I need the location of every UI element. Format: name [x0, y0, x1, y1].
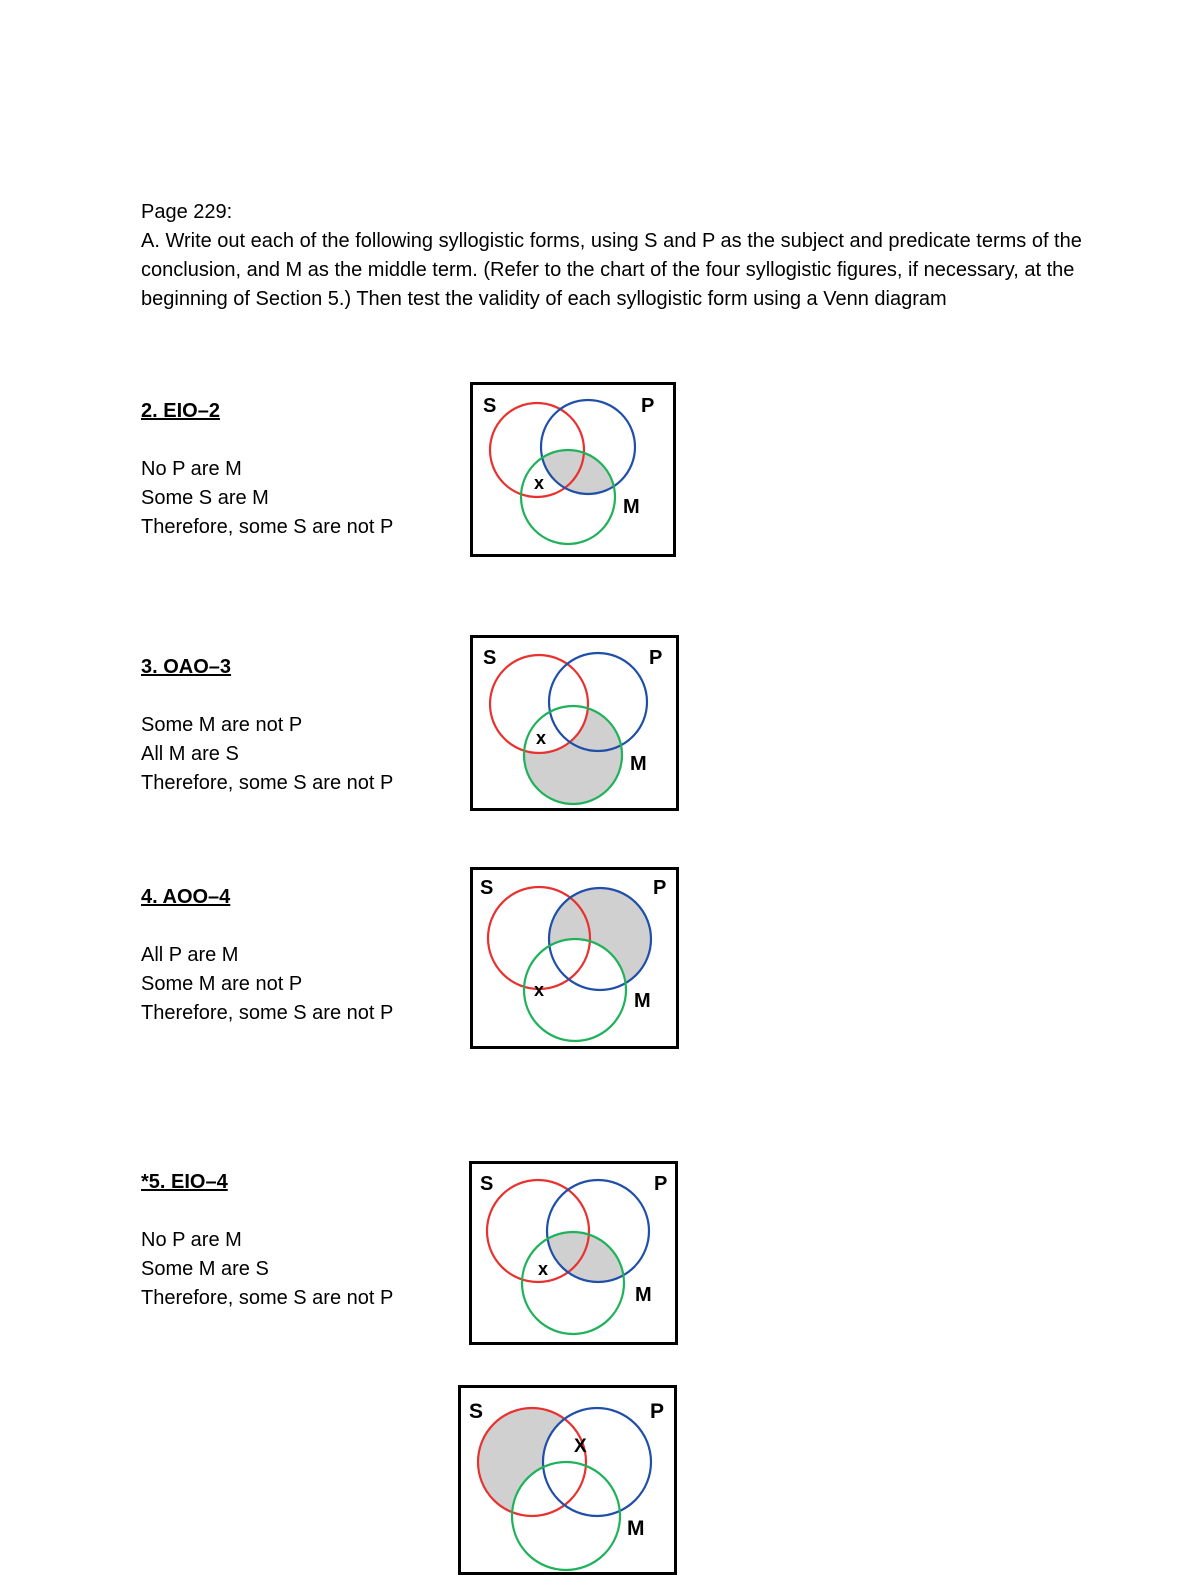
page-reference: Page 229:: [141, 201, 233, 223]
premise-1: Some M are not P: [141, 714, 303, 736]
x-mark: x: [534, 980, 545, 1000]
label-m: M: [635, 1284, 652, 1306]
label-s: S: [469, 1400, 484, 1423]
conclusion: Therefore, some S are not P: [141, 772, 394, 794]
problem-5: [141, 1168, 461, 1313]
label-m: M: [630, 753, 647, 775]
label-s: S: [483, 647, 497, 669]
label-m: M: [634, 990, 651, 1012]
label-m: M: [627, 1517, 645, 1540]
problem-heading: 2. EIO–2: [141, 400, 220, 422]
label-p: P: [649, 647, 663, 669]
label-s: S: [480, 877, 494, 899]
label-p: P: [650, 1400, 665, 1423]
problem-heading: *5. EIO–4: [141, 1171, 228, 1193]
x-mark: x: [534, 473, 545, 493]
instructions-text: A. Write out each of the following syllogistic forms, using S and P as the subject and predicate terms of the conclusion, and M as the middle term. (Refer to the chart of the four syllogistic figures, if necessary, at the beginning of Section 5.) Then test the validity of each syllogistic form using a Venn diagram: [141, 230, 1082, 310]
x-mark: x: [536, 728, 547, 748]
conclusion: Therefore, some S are not P: [141, 1287, 394, 1309]
x-mark: X: [574, 1436, 587, 1457]
instructions-block: [141, 198, 1101, 314]
problem-3: [141, 653, 461, 798]
label-p: P: [654, 1173, 668, 1195]
venn-diagram-2: [470, 382, 676, 557]
label-p: P: [653, 877, 667, 899]
venn-diagram-4: [470, 867, 679, 1049]
label-s: S: [480, 1173, 494, 1195]
premise-2: All M are S: [141, 743, 239, 765]
premise-2: Some S are M: [141, 487, 269, 509]
x-mark: x: [538, 1259, 549, 1279]
conclusion: Therefore, some S are not P: [141, 1002, 394, 1024]
premise-2: Some M are not P: [141, 973, 303, 995]
premise-1: All P are M: [141, 944, 239, 966]
premise-2: Some M are S: [141, 1258, 269, 1280]
problem-4: [141, 883, 461, 1028]
premise-1: No P are M: [141, 458, 242, 480]
premise-1: No P are M: [141, 1229, 242, 1251]
problem-2: [141, 397, 461, 542]
shaded-region: [473, 870, 676, 1046]
label-m: M: [623, 496, 640, 518]
venn-diagram-3: [470, 635, 679, 811]
problem-heading: 4. AOO–4: [141, 886, 231, 908]
venn-diagram-5: [469, 1161, 678, 1345]
problem-heading: 3. OAO–3: [141, 656, 232, 678]
venn-diagram-6: [458, 1385, 677, 1575]
conclusion: Therefore, some S are not P: [141, 516, 394, 538]
label-s: S: [483, 395, 497, 417]
label-p: P: [641, 395, 655, 417]
